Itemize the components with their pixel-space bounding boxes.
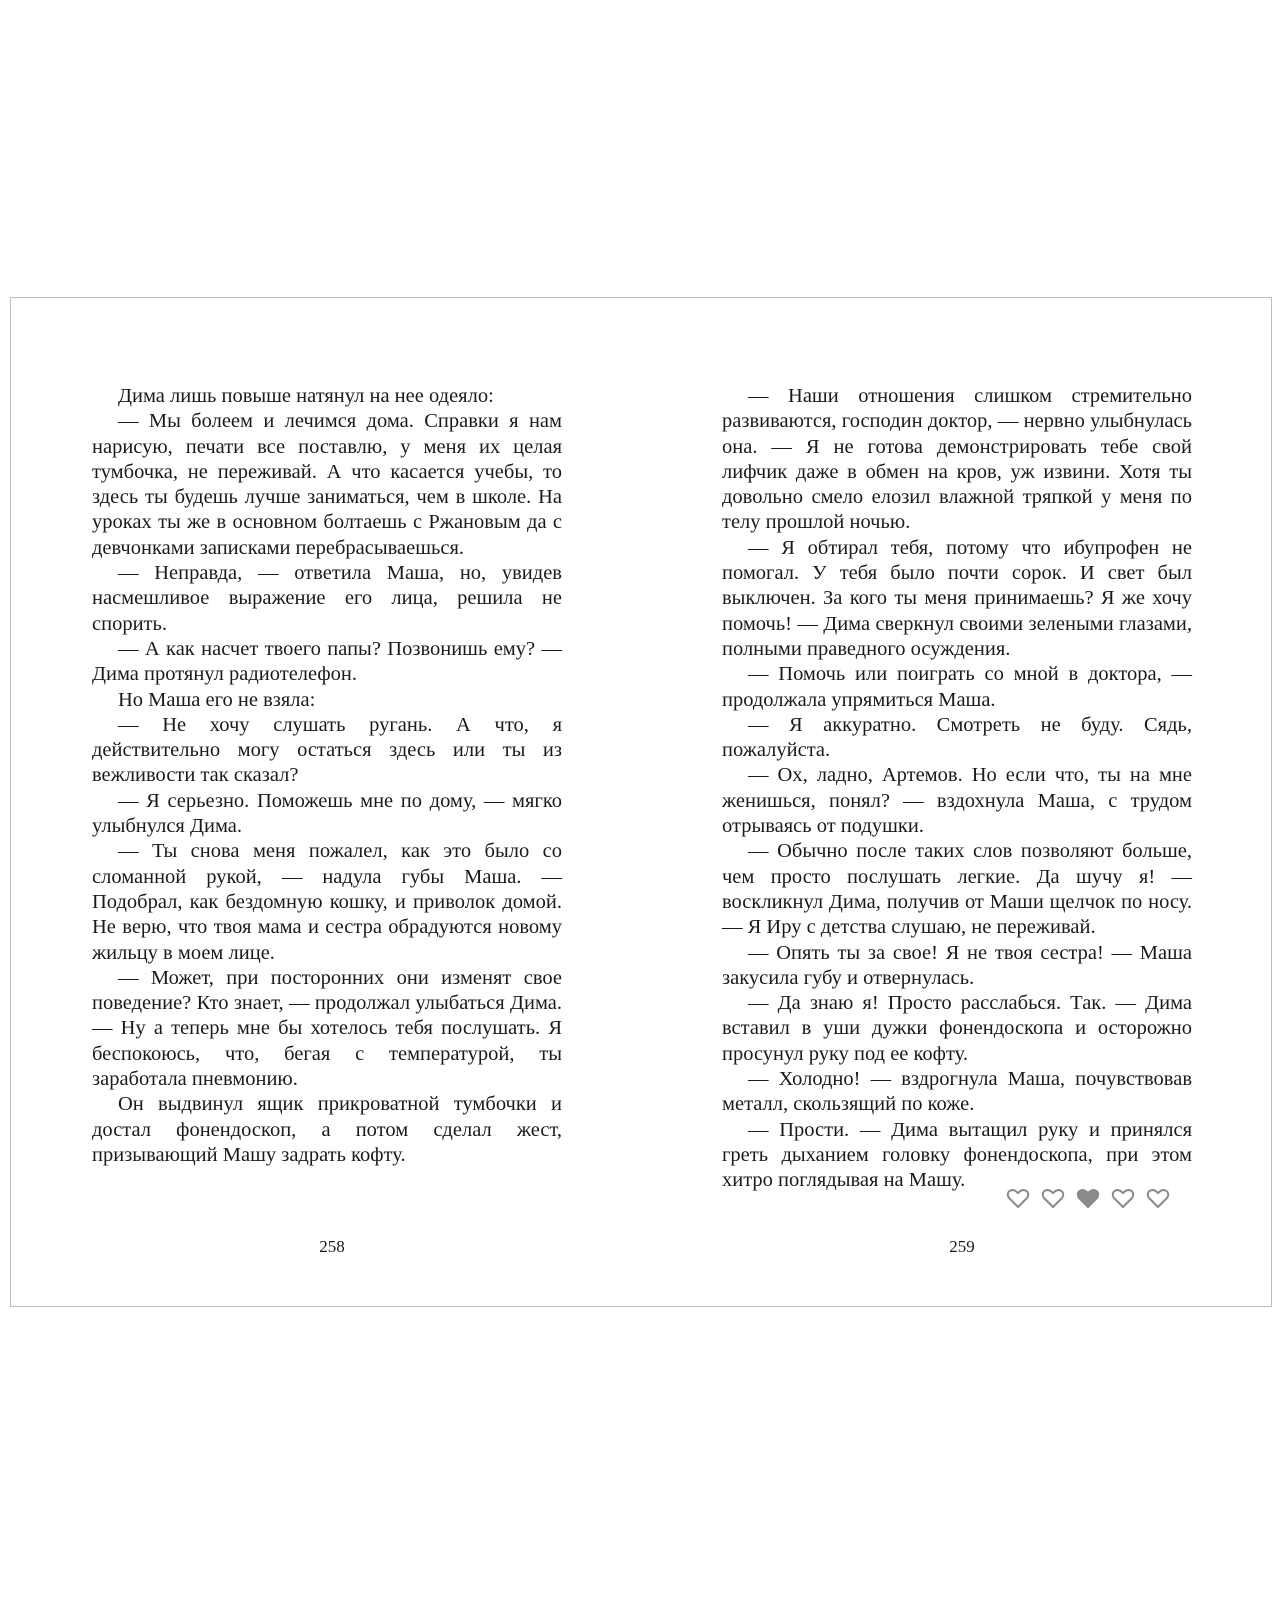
paragraph: — Да знаю я! Просто расслабься. Так. — Дима вставил в уши дужки фонендоскопа и осторожно просунул руку под ее кофту.	[722, 992, 1192, 1065]
heart-outline-icon	[1111, 1187, 1135, 1209]
paragraph: — Ох, ладно, Артемов. Но если что, ты на мне женишься, понял? — вздохнула Маша, с трудом отрываясь от подушки.	[722, 764, 1192, 838]
paragraph: Он выдвинул ящик прикроватной тумбочки и достал фонендоскоп, а потом сделал жест, призывающий Машу задрать кофту.	[92, 1093, 562, 1166]
heart-filled-icon	[1076, 1187, 1100, 1209]
heart-outline-icon	[1041, 1187, 1065, 1209]
paragraph: Дима лишь повыше натянул на нее одеяло:	[118, 385, 494, 407]
paragraph: — Ты снова меня пожалел, как это было со сломанной рукой, — надула губы Маша. — Подобрал, как бездомную кошку, и приволок домой. Не верю, что твоя мама и сестра обрадуются новому жильцу в моем лице.	[92, 840, 562, 964]
paragraph: — Прости. — Дима вытащил руку и принялся греть дыханием головку фонендоскопа, при этом хитро поглядывая на Машу.	[722, 1118, 1192, 1192]
paragraph: — Наши отношения слишком стремительно развиваются, господин доктор, — нервно улыбнулась она. — Я не готова демонстрировать тебе свой лифчик даже в обмен на кров, уж извини. Хотя ты довольно смело елозил влажной тряпкой у меня по телу прошлой ночью.	[722, 385, 1192, 534]
paragraph: — Я аккуратно. Смотреть не буду. Сядь, пожалуйста.	[722, 713, 1192, 762]
heart-ornament	[1006, 1187, 1170, 1209]
paragraph: — Я обтирал тебя, потому что ибупрофен не помогал. У тебя было почти сорок. И свет был выключен. За кого ты меня принимаешь? Я же хочу помочь! — Дима сверкнул своими зелеными глазами, полными праведного осуждения.	[722, 536, 1192, 660]
heart-outline-icon	[1006, 1187, 1030, 1209]
left-page	[92, 384, 562, 1168]
paragraph: — Обычно после таких слов позволяют больше, чем просто послушать легкие. Да шучу я! — воскликнул Дима, получив от Маши щелчок по носу. — Я Иру с детства слушаю, не переживай.	[722, 840, 1192, 939]
page-number-left: 258	[319, 1237, 345, 1256]
paragraph: — А как насчет твоего папы? Позвонишь ему? — Дима протянул радиотелефон.	[92, 637, 562, 686]
right-page	[722, 384, 1192, 1194]
book-spread	[10, 297, 1272, 1307]
paragraph: Но Маша его не взяла:	[118, 688, 316, 711]
page-number-right: 259	[949, 1237, 975, 1256]
paragraph: — Не хочу слушать ругань. А что, я действительно могу остаться здесь или ты из вежливости так сказал?	[92, 713, 562, 787]
paragraph: — Холодно! — вздрогнула Маша, почувствовав металл, скользящий по коже.	[722, 1068, 1192, 1116]
paragraph: — Я серьезно. Поможешь мне по дому, — мягко улыбнулся Дима.	[92, 789, 562, 838]
paragraph: — Мы болеем и лечимся дома. Справки я нам нарисую, печати все поставлю, у меня их целая тумбочка, не переживай. А что касается учебы, то здесь ты будешь лучше заниматься, чем в школе. На уроках ты же в основном болтаешь с Ржановым да с девчонками записками перебрасываешься.	[92, 410, 562, 559]
paragraph: — Опять ты за свое! Я не твоя сестра! — Маша закусила губу и отвернулась.	[722, 941, 1192, 989]
paragraph: — Неправда, — ответила Маша, но, увидев насмешливое выражение его лица, решила не спорить.	[92, 562, 562, 635]
heart-outline-icon	[1146, 1187, 1170, 1209]
paragraph: — Может, при посторонних они изменят свое поведение? Кто знает, — продолжал улыбаться Дима. — Ну а теперь мне бы хотелось тебя послушать. Я беспокоюсь, что, бегая с температурой, ты заработала пневмонию.	[92, 966, 562, 1091]
paragraph: — Помочь или поиграть со мной в доктора, — продолжала упрямиться Маша.	[722, 663, 1192, 711]
